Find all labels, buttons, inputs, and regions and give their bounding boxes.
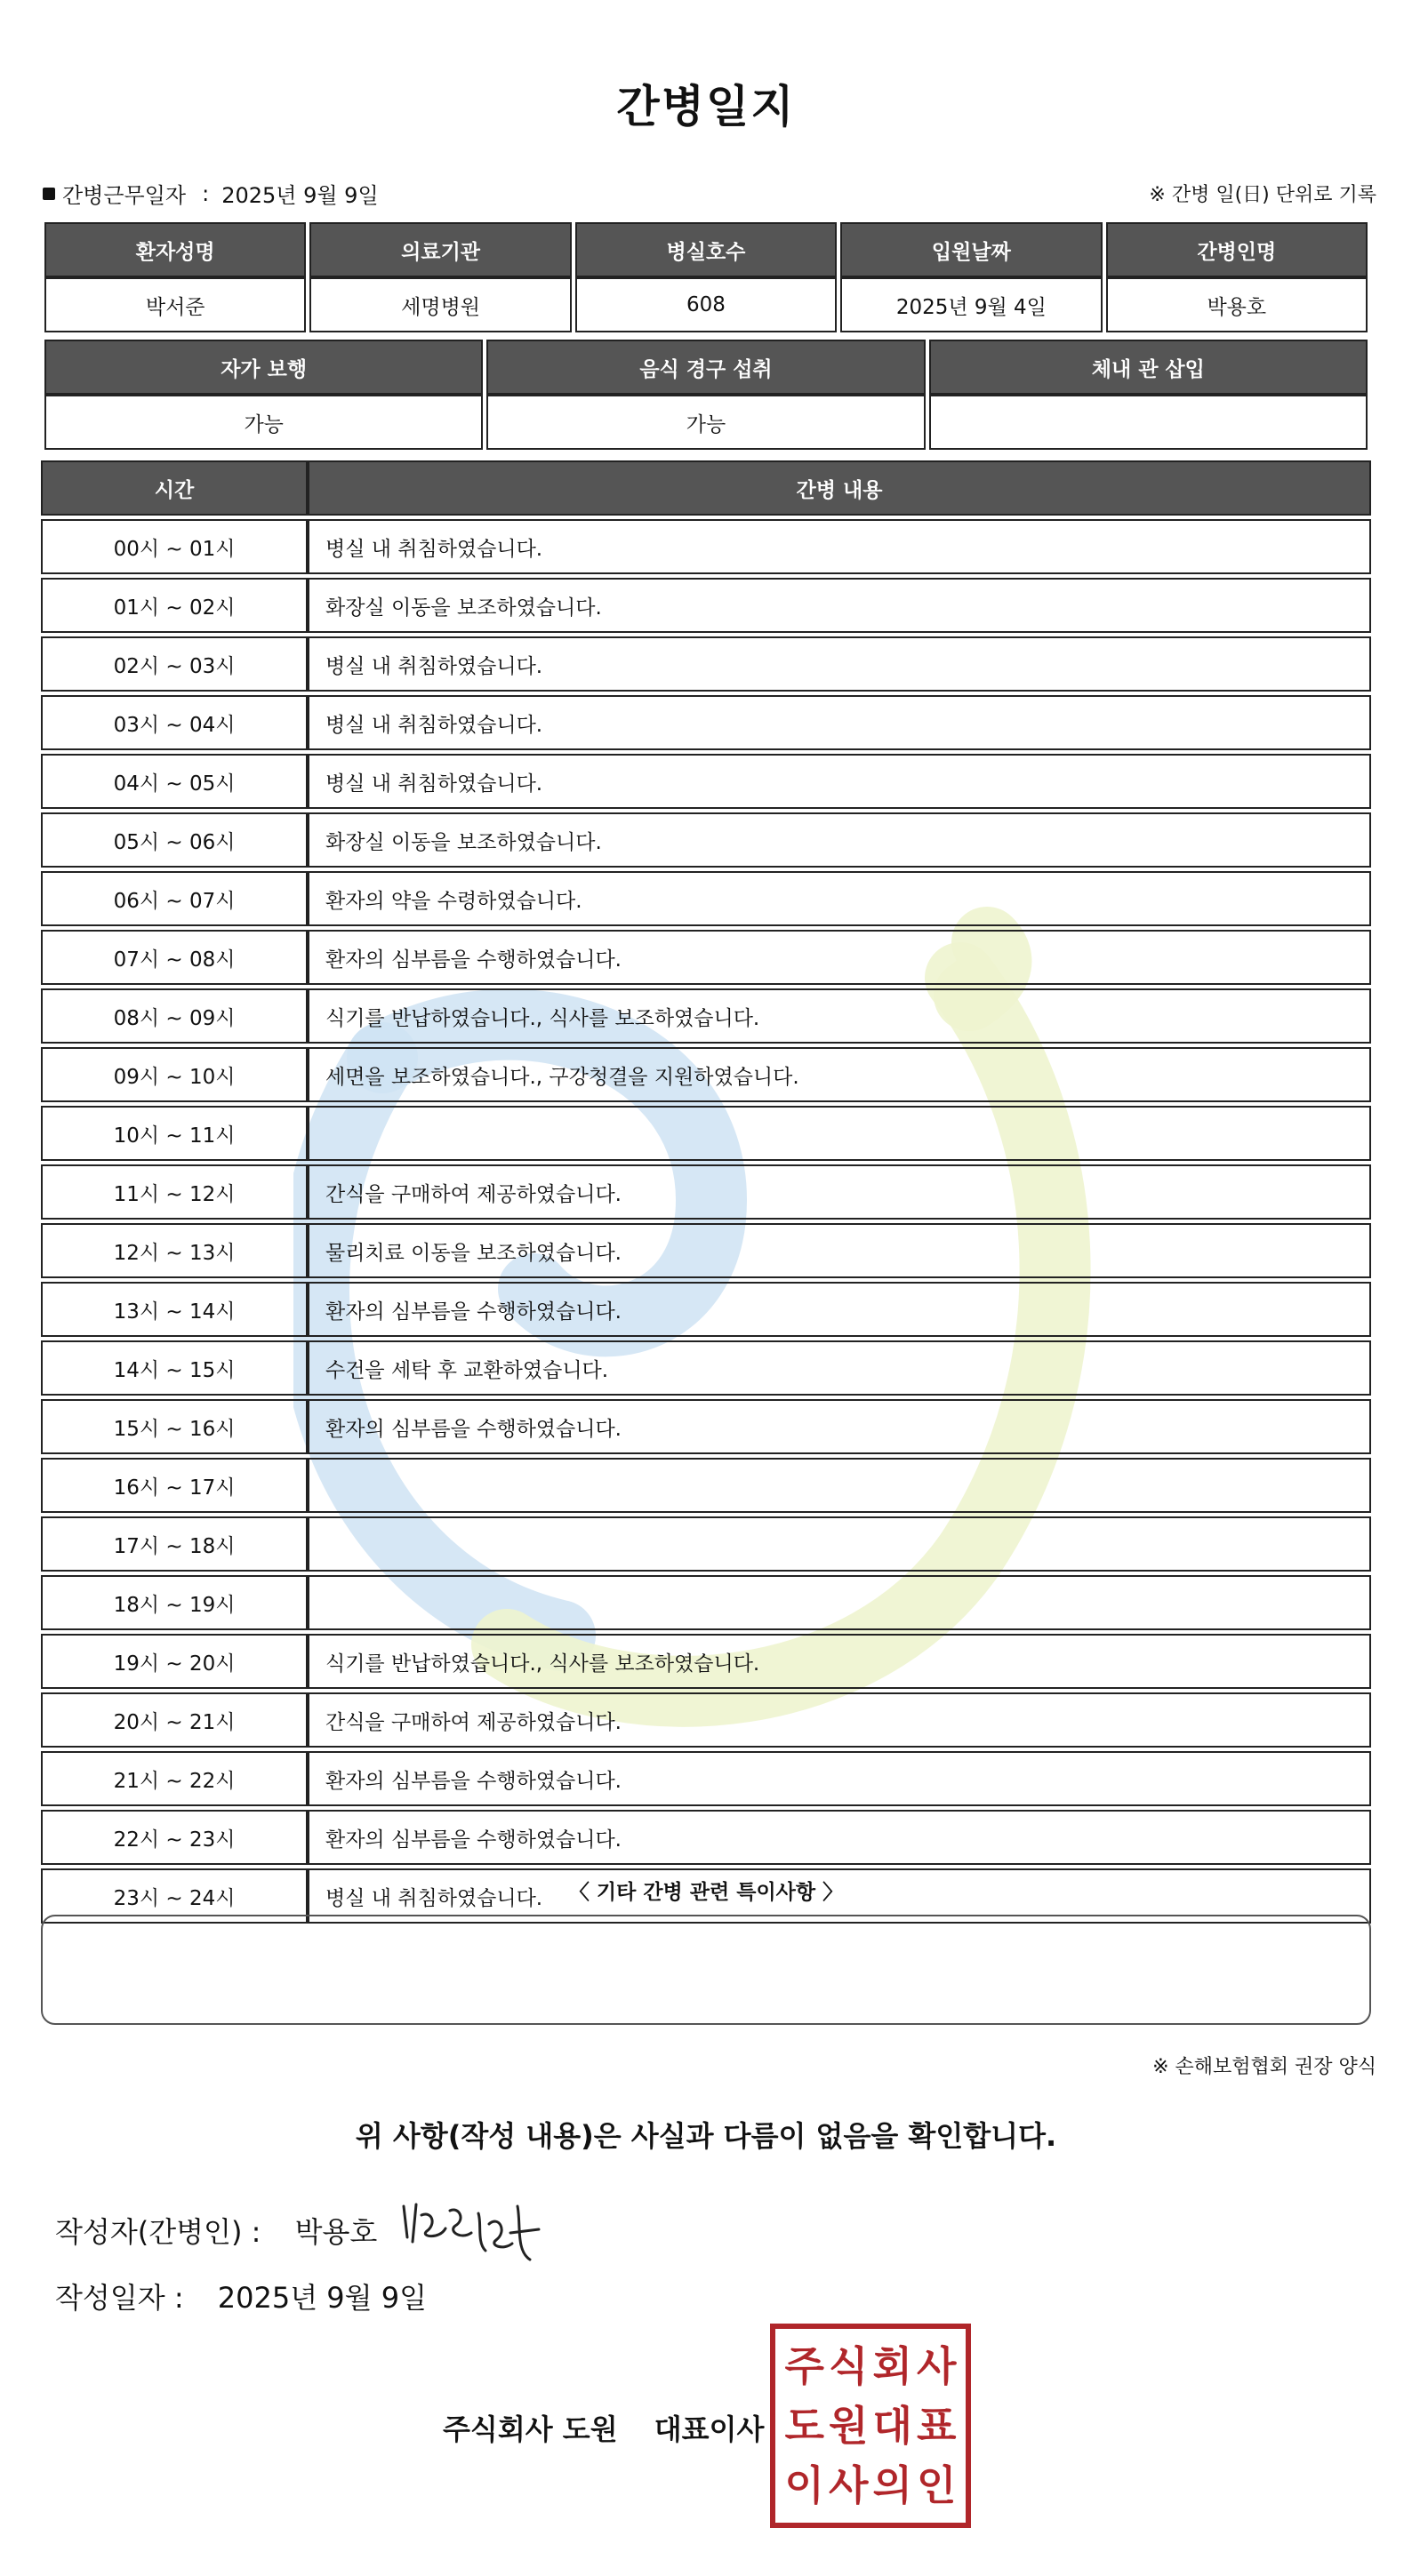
log-content-cell [308, 1516, 1371, 1572]
care-log-table [41, 457, 1371, 1927]
header-self-walking: 자가 보행 [44, 340, 483, 395]
log-row [41, 578, 1371, 633]
seal-character: 사 [917, 2341, 957, 2390]
log-content-cell: 환자의 심부름을 수행하였습니다. [308, 1399, 1371, 1454]
log-time-cell: 00시 ~ 01시 [41, 519, 308, 574]
writer-line [55, 2210, 377, 2251]
log-time-cell: 22시 ~ 23시 [41, 1810, 308, 1865]
log-content-cell: 수건을 세탁 후 교환하였습니다. [308, 1340, 1371, 1396]
log-content-cell: 간식을 구매하여 제공하였습니다. [308, 1164, 1371, 1220]
seal-character: 의 [872, 2461, 912, 2510]
work-date-value: 2025년 9월 9일 [221, 183, 379, 208]
handwritten-signature [397, 2188, 557, 2268]
log-row [41, 812, 1371, 868]
log-content-cell: 병실 내 취침하였습니다. [308, 1868, 1371, 1924]
log-time-cell: 01시 ~ 02시 [41, 578, 308, 633]
log-content-cell: 식기를 반납하였습니다., 식사를 보조하였습니다. [308, 1634, 1371, 1689]
seal-character: 회 [872, 2341, 912, 2390]
log-row [41, 1575, 1371, 1630]
header-time: 시간 [41, 460, 308, 516]
log-time-cell: 10시 ~ 11시 [41, 1106, 308, 1161]
header-oral-intake: 음식 경구 섭취 [486, 340, 925, 395]
log-content-cell: 간식을 구매하여 제공하였습니다. [308, 1692, 1371, 1748]
log-row [41, 1810, 1371, 1865]
log-content-cell: 환자의 심부름을 수행하였습니다. [308, 1282, 1371, 1337]
write-date-line [55, 2276, 427, 2316]
log-time-cell: 07시 ~ 08시 [41, 930, 308, 985]
log-row [41, 1516, 1371, 1572]
header-patient-name: 환자성명 [44, 222, 306, 277]
seal-character: 표 [917, 2401, 957, 2450]
log-content-cell [308, 1458, 1371, 1513]
log-time-cell: 14시 ~ 15시 [41, 1340, 308, 1396]
log-content-cell: 식기를 반납하였습니다., 식사를 보조하였습니다. [308, 988, 1371, 1044]
notes-title: 〈 기타 간병 관련 특이사항 〉 [568, 1881, 844, 1904]
log-time-cell: 17시 ~ 18시 [41, 1516, 308, 1572]
log-content-cell: 물리치료 이동을 보조하였습니다. [308, 1223, 1371, 1278]
log-content-cell: 환자의 심부름을 수행하였습니다. [308, 1751, 1371, 1806]
bullet-square-icon [43, 188, 55, 200]
log-row [41, 988, 1371, 1044]
log-time-cell: 11시 ~ 12시 [41, 1164, 308, 1220]
page-title: 간병일지 [616, 81, 796, 132]
log-content-cell: 병실 내 취침하였습니다. [308, 754, 1371, 809]
patient-info-table [41, 222, 1371, 332]
write-date-value: 2025년 9월 9일 [217, 2281, 428, 2315]
seal-character: 식 [829, 2341, 869, 2390]
log-row [41, 1399, 1371, 1454]
log-content-cell: 화장실 이동을 보조하였습니다. [308, 812, 1371, 868]
log-row [41, 1223, 1371, 1278]
admission-date-cell: 2025년 9월 4일 [840, 277, 1102, 332]
log-row [41, 1458, 1371, 1513]
recommend-note: ※ 손해보험협회 권장 양식 [1152, 2056, 1376, 2078]
company-seal-stamp [770, 2324, 971, 2528]
log-time-cell: 09시 ~ 10시 [41, 1047, 308, 1102]
log-row [41, 1047, 1371, 1102]
log-row [41, 695, 1371, 750]
log-time-cell: 23시 ~ 24시 [41, 1868, 308, 1924]
log-row [41, 1340, 1371, 1396]
work-date-separator: : [202, 180, 210, 206]
room-number-cell: 608 [575, 277, 837, 332]
log-content-cell: 병실 내 취침하였습니다. [308, 636, 1371, 692]
log-row [41, 1164, 1371, 1220]
self-walking-cell: 가능 [44, 395, 483, 450]
log-content-cell: 병실 내 취침하였습니다. [308, 519, 1371, 574]
seal-characters [782, 2336, 959, 2516]
log-time-cell: 19시 ~ 20시 [41, 1634, 308, 1689]
care-log-body [41, 519, 1371, 1924]
log-time-cell: 03시 ~ 04시 [41, 695, 308, 750]
log-time-cell: 15시 ~ 16시 [41, 1399, 308, 1454]
seal-character: 사 [829, 2461, 869, 2510]
log-content-cell: 환자의 약을 수령하였습니다. [308, 871, 1371, 926]
seal-character: 대 [872, 2401, 912, 2450]
log-content-cell: 병실 내 취침하였습니다. [308, 695, 1371, 750]
writer-label: 작성자(간병인) : [55, 2215, 261, 2249]
log-content-cell: 세면을 보조하였습니다., 구강청결을 지원하였습니다. [308, 1047, 1371, 1102]
company-name: 주식회사 도원 [443, 2412, 618, 2446]
tube-insertion-cell [929, 395, 1368, 450]
hospital-cell: 세명병원 [309, 277, 571, 332]
log-time-cell: 18시 ~ 19시 [41, 1575, 308, 1630]
header-tube-insertion: 체내 관 삽입 [929, 340, 1368, 395]
confirm-statement: 위 사항(작성 내용)은 사실과 다름이 없음을 확인합니다. [355, 2119, 1057, 2153]
notes-box [41, 1915, 1371, 2025]
log-time-cell: 08시 ~ 09시 [41, 988, 308, 1044]
log-row [41, 1692, 1371, 1748]
log-row [41, 636, 1371, 692]
log-time-cell: 05시 ~ 06시 [41, 812, 308, 868]
log-row [41, 754, 1371, 809]
log-content-cell: 화장실 이동을 보조하였습니다. [308, 578, 1371, 633]
log-row [41, 930, 1371, 985]
caregiver-name-cell: 박용호 [1106, 277, 1368, 332]
log-row [41, 519, 1371, 574]
work-date-label: 간병근무일자 [62, 183, 187, 208]
log-time-cell: 20시 ~ 21시 [41, 1692, 308, 1748]
log-content-cell [308, 1575, 1371, 1630]
seal-character: 원 [829, 2401, 869, 2450]
header-hospital: 의료기관 [309, 222, 571, 277]
write-date-label: 작성일자 : [55, 2281, 184, 2315]
log-time-cell: 02시 ~ 03시 [41, 636, 308, 692]
log-content-cell: 환자의 심부름을 수행하였습니다. [308, 1810, 1371, 1865]
log-row [41, 871, 1371, 926]
header-caregiver-name: 간병인명 [1106, 222, 1368, 277]
log-time-cell: 21시 ~ 22시 [41, 1751, 308, 1806]
header-care-content: 간병 내용 [308, 460, 1371, 516]
log-row [41, 1751, 1371, 1806]
patient-status-table [41, 340, 1371, 450]
log-row [41, 1634, 1371, 1689]
log-time-cell: 12시 ~ 13시 [41, 1223, 308, 1278]
patient-name-cell: 박서준 [44, 277, 306, 332]
seal-character: 인 [917, 2461, 957, 2510]
work-date-line [43, 178, 379, 209]
log-time-cell: 04시 ~ 05시 [41, 754, 308, 809]
writer-name: 박용호 [294, 2215, 378, 2249]
log-content-cell [308, 1106, 1371, 1161]
seal-character: 도 [784, 2401, 824, 2450]
log-row [41, 1106, 1371, 1161]
log-time-cell: 16시 ~ 17시 [41, 1458, 308, 1513]
seal-character: 이 [784, 2461, 824, 2510]
seal-character: 주 [784, 2341, 824, 2390]
header-admission-date: 입원날짜 [840, 222, 1102, 277]
unit-note: ※ 간병 일(日) 단위로 기록 [1149, 184, 1376, 206]
company-title: 대표이사 [654, 2412, 765, 2446]
log-content-cell: 환자의 심부름을 수행하였습니다. [308, 930, 1371, 985]
log-time-cell: 13시 ~ 14시 [41, 1282, 308, 1337]
oral-intake-cell: 가능 [486, 395, 925, 450]
company-line [443, 2407, 764, 2448]
header-room-number: 병실호수 [575, 222, 837, 277]
log-row [41, 1282, 1371, 1337]
log-time-cell: 06시 ~ 07시 [41, 871, 308, 926]
